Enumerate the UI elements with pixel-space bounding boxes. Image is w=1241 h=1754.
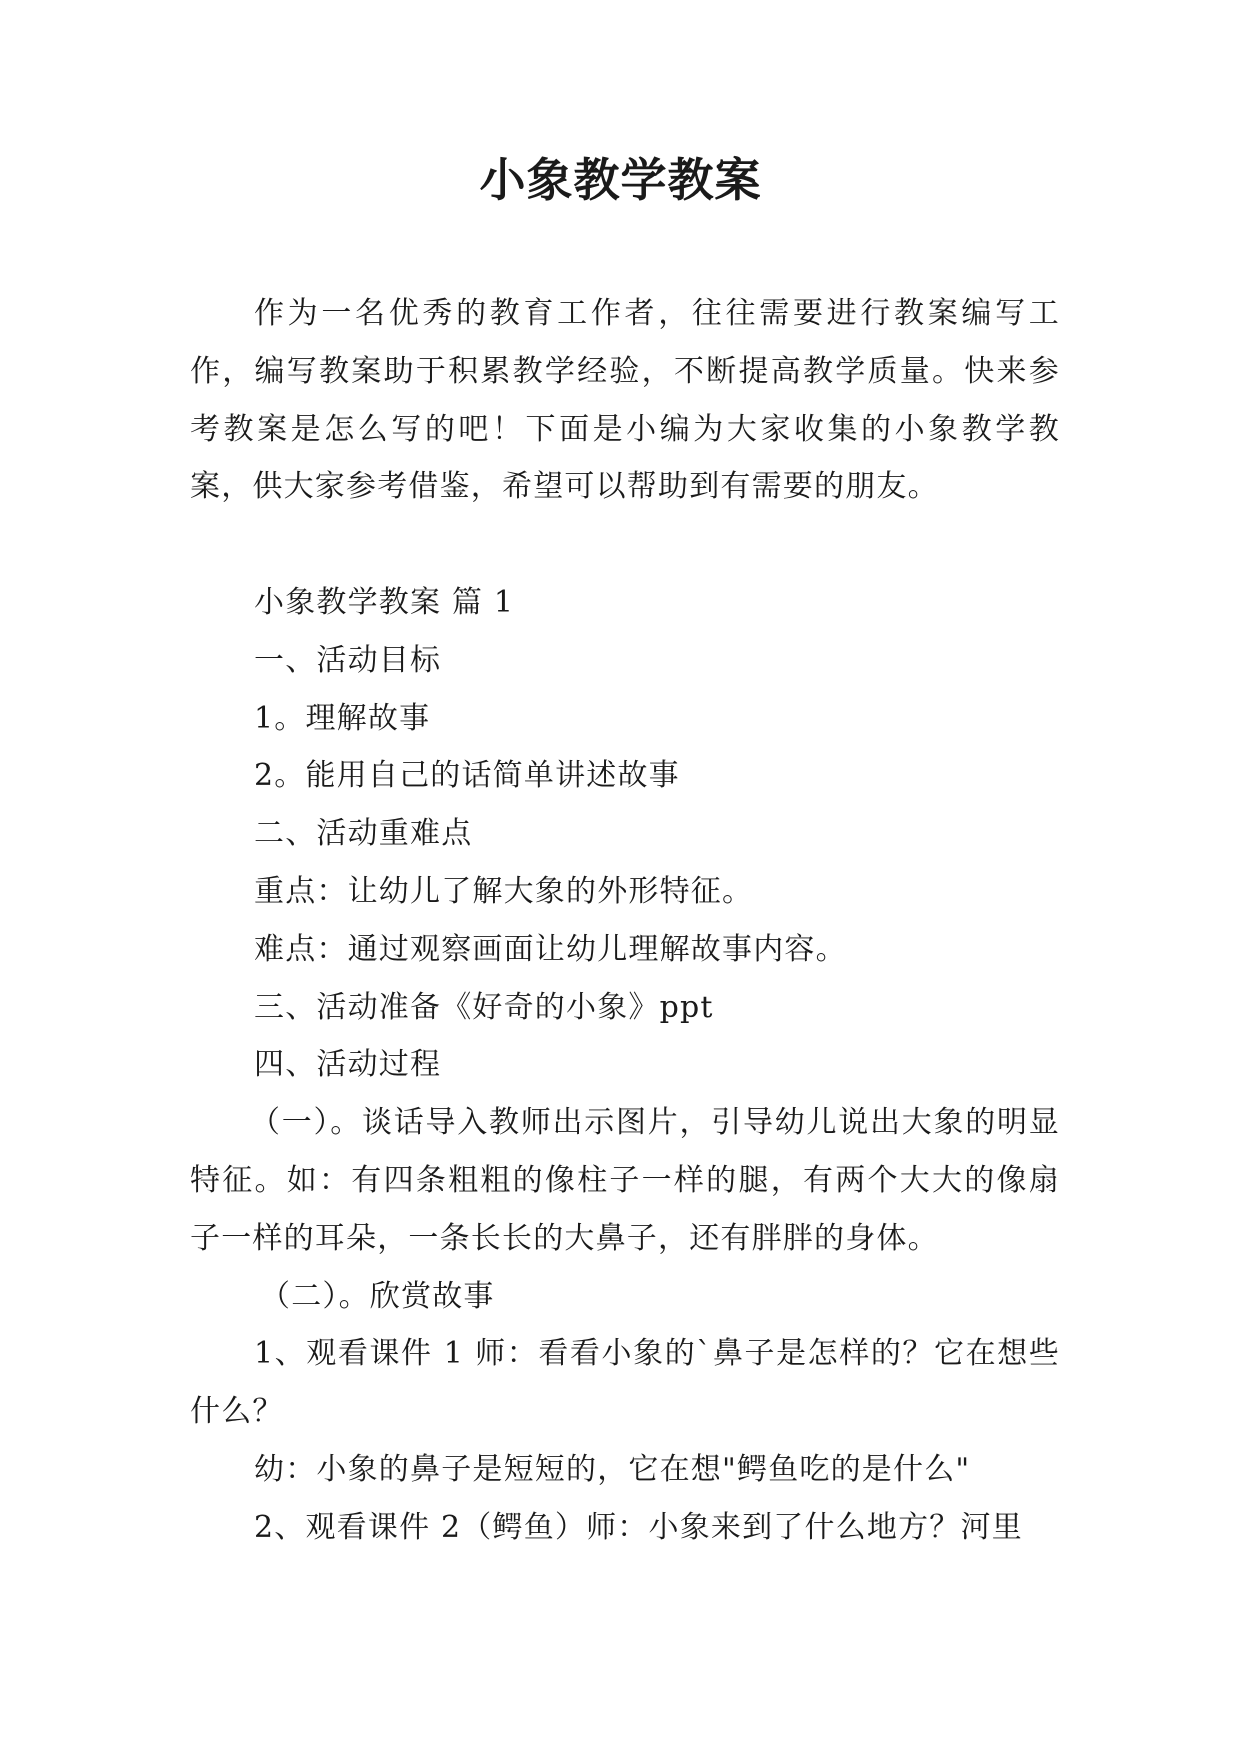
process-heading: 四、活动过程	[254, 1047, 442, 1083]
process-item-2: 2、观看课件 2（鳄鱼）师：小象来到了什么地方？河里	[254, 1509, 1023, 1545]
paragraph-gap	[190, 516, 1060, 574]
process-item-1-answer: 幼：小象的鼻子是短短的，它在想"鳄鱼吃的是什么"	[254, 1451, 971, 1487]
process-step-1: （一）。谈话导入教师出示图片，引导幼儿说出大象的明显特征。如：有四条粗粗的像柱子一样的腿，有两个大大的像扇子一样的耳朵，一条长长的大鼻子，还有胖胖的身体。	[190, 1105, 1060, 1256]
preparation-line: 三、活动准备《好奇的小象》ppt	[254, 989, 714, 1025]
document-body	[190, 285, 1060, 1557]
goal-item-1: 1。理解故事	[254, 700, 431, 736]
process-item-1: 1、观看课件 1 师：看看小象的`鼻子是怎样的？它在想些什么？	[190, 1336, 1060, 1430]
goal-heading: 一、活动目标	[254, 642, 442, 678]
process-step-2: （二）。欣赏故事	[260, 1278, 495, 1314]
focus-heading: 二、活动重难点	[254, 816, 473, 852]
document-title: 小象教学教案	[479, 153, 762, 207]
section-heading: 小象教学教案 篇 1	[254, 584, 515, 620]
intro-paragraph: 作为一名优秀的教育工作者，往往需要进行教案编写工作，编写教案助于积累教学经验，不断提高教学质量。快来参考教案是怎么写的吧！下面是小编为大家收集的小象教学教案，供大家参考借鉴，希望可以帮助到有需要的朋友。	[190, 296, 1060, 505]
focus-key-point: 重点：让幼儿了解大象的外形特征。	[254, 873, 754, 909]
focus-difficulty: 难点：通过观察画面让幼儿理解故事内容。	[254, 931, 847, 967]
goal-item-2: 2。能用自己的话简单讲述故事	[254, 758, 680, 794]
